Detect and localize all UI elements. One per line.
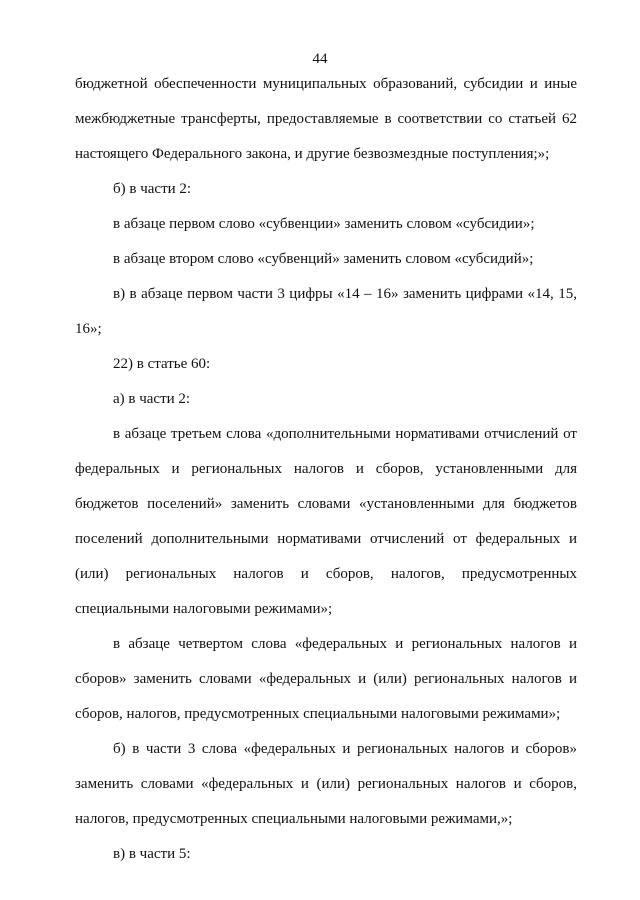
page-number: 44 xyxy=(312,51,328,67)
text-line: б) в части 2: xyxy=(113,181,192,197)
text-line: в абзаце четвертом слова «федеральных и региональных налогов и xyxy=(113,636,577,652)
text-line: сборов» заменить словами «федеральных и (или) региональных налогов и xyxy=(75,671,577,687)
text-line: в абзаце третьем слова «дополнительными нормативами отчислений от xyxy=(113,426,577,442)
text-line: сборов, налогов, предусмотренных специальными налоговыми режимами»; xyxy=(75,706,561,722)
text-line: 22) в статье 60: xyxy=(113,356,211,372)
text-line: федеральных и региональных налогов и сборов, установленными для xyxy=(75,461,577,477)
text-line: налогов, предусмотренных специальными налоговыми режимами,»; xyxy=(75,811,513,827)
text-line: бюджетной обеспеченности муниципальных образований, субсидии и иные xyxy=(75,76,577,92)
text-line: в) в части 5: xyxy=(113,846,191,862)
text-line: специальными налоговыми режимами»; xyxy=(75,601,333,617)
text-line: поселений дополнительными нормативами отчислений от федеральных и xyxy=(75,531,577,547)
text-line: б) в части 3 слова «федеральных и региональных налогов и сборов» xyxy=(113,741,577,757)
text-line: заменить словами «федеральных и (или) региональных налогов и сборов, xyxy=(75,776,577,792)
text-line: в абзаце первом слово «субвенции» заменить словом «субсидии»; xyxy=(113,216,535,232)
text-line: межбюджетные трансферты, предоставляемые в соответствии со статьей 62 xyxy=(75,111,577,127)
text-line: 16»; xyxy=(75,321,102,337)
text-line: настоящего Федерального закона, и другие безвозмездные поступления;»; xyxy=(75,146,550,162)
text-line: бюджетов поселений» заменить словами «установленными для бюджетов xyxy=(75,496,577,512)
text-line: в) в абзаце первом части 3 цифры «14 – 16» заменить цифрами «14, 15, xyxy=(113,286,577,302)
text-line: а) в части 2: xyxy=(113,391,191,407)
text-line: в абзаце втором слово «субвенций» заменить словом «субсидий»; xyxy=(113,251,534,267)
text-line: (или) региональных налогов и сборов, налогов, предусмотренных xyxy=(75,566,577,582)
